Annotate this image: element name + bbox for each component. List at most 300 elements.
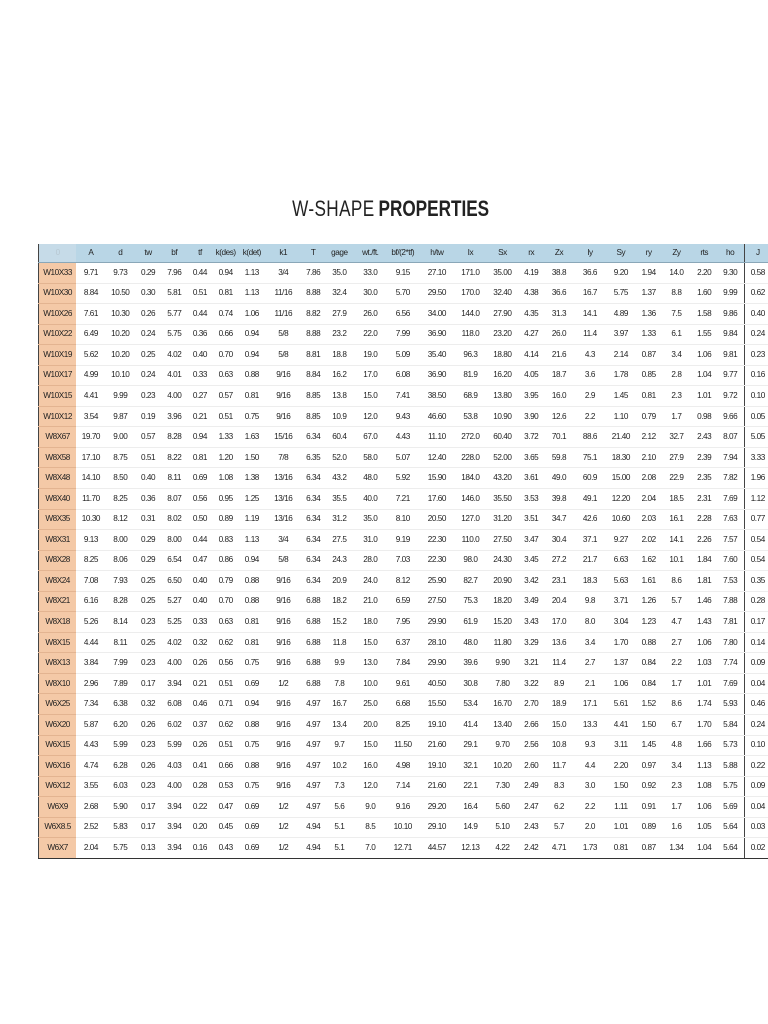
table-cell: 0.84 xyxy=(636,653,661,674)
table-cell: 1.25 xyxy=(239,489,265,510)
table-cell: 17.10 xyxy=(76,447,105,468)
table-cell: 8.11 xyxy=(106,632,135,653)
table-cell: 0.36 xyxy=(135,489,161,510)
table-cell: 11.70 xyxy=(76,489,105,510)
table-cell: 5.10 xyxy=(486,817,519,838)
table-cell: 6.88 xyxy=(302,612,325,633)
table-cell: 6.56 xyxy=(387,304,420,325)
table-cell: 0.22 xyxy=(187,797,212,818)
table-cell: 6.16 xyxy=(76,591,105,612)
table-cell: 0.19 xyxy=(135,406,161,427)
table-cell: 7.95 xyxy=(387,612,420,633)
table-cell: 18.9 xyxy=(544,694,574,715)
table-cell: 2.68 xyxy=(76,797,105,818)
table-cell: 6.59 xyxy=(387,591,420,612)
table-cell: 19.10 xyxy=(419,756,455,777)
table-cell: 1.58 xyxy=(692,304,717,325)
table-cell: 5.84 xyxy=(717,715,744,736)
shape-designation-cell: W6X9 xyxy=(39,797,77,818)
table-cell: 22.30 xyxy=(419,550,455,571)
table-cell: 17.1 xyxy=(574,694,605,715)
table-cell: 0.33 xyxy=(187,365,212,386)
table-cell: 38.8 xyxy=(544,263,574,284)
table-cell: 30.4 xyxy=(544,530,574,551)
table-cell: 13.4 xyxy=(325,715,354,736)
table-cell: 5.92 xyxy=(387,468,420,489)
table-cell: 9/16 xyxy=(265,591,302,612)
column-header: Sy xyxy=(606,244,636,263)
table-cell: 0.69 xyxy=(239,673,265,694)
table-cell: 0.25 xyxy=(135,571,161,592)
table-cell: 8.84 xyxy=(302,365,325,386)
column-header: ry xyxy=(636,244,661,263)
table-cell: 14.0 xyxy=(661,263,691,284)
table-cell: 1.55 xyxy=(692,324,717,345)
column-header: ho xyxy=(717,244,744,263)
table-cell: 0.03 xyxy=(744,817,768,838)
table-cell: 9.00 xyxy=(106,427,135,448)
table-cell: 1.34 xyxy=(661,838,691,859)
table-cell: 1.06 xyxy=(606,673,636,694)
table-cell: 15/16 xyxy=(265,427,302,448)
column-header: rts xyxy=(692,244,717,263)
table-cell: 9.72 xyxy=(717,386,744,407)
table-cell: 118.0 xyxy=(455,324,486,345)
table-cell: 11.4 xyxy=(544,653,574,674)
table-cell: 1.61 xyxy=(636,571,661,592)
table-cell: 5/8 xyxy=(265,550,302,571)
table-cell: 6.34 xyxy=(302,571,325,592)
table-cell: 8.3 xyxy=(544,776,574,797)
table-cell: 0.62 xyxy=(744,283,768,304)
table-cell: 2.1 xyxy=(574,673,605,694)
table-cell: 96.3 xyxy=(455,345,486,366)
table-cell: 0.81 xyxy=(606,838,636,859)
table-cell: 13.6 xyxy=(544,632,574,653)
table-cell: 27.90 xyxy=(486,304,519,325)
table-cell: 0.44 xyxy=(187,263,212,284)
table-cell: 1.12 xyxy=(744,489,768,510)
table-cell: 15.2 xyxy=(325,612,354,633)
table-cell: 2.03 xyxy=(636,509,661,530)
table-cell: 0.28 xyxy=(187,776,212,797)
table-cell: 9.13 xyxy=(76,530,105,551)
table-cell: 53.4 xyxy=(455,694,486,715)
table-cell: 0.35 xyxy=(744,571,768,592)
table-cell: 0.94 xyxy=(239,324,265,345)
table-cell: 0.31 xyxy=(135,509,161,530)
column-header: gage xyxy=(325,244,354,263)
table-cell: 70.1 xyxy=(544,427,574,448)
table-cell: 16.1 xyxy=(661,509,691,530)
shape-designation-cell: W8X15 xyxy=(39,632,77,653)
table-cell: 7.96 xyxy=(161,263,187,284)
table-row xyxy=(39,735,768,756)
table-cell: 35.5 xyxy=(325,489,354,510)
table-cell: 127.0 xyxy=(455,509,486,530)
table-cell: 0.50 xyxy=(187,509,212,530)
table-cell: 30.0 xyxy=(354,283,387,304)
shape-designation-cell: W6X12 xyxy=(39,776,77,797)
table-cell: 1.04 xyxy=(692,838,717,859)
table-cell: 9.73 xyxy=(106,263,135,284)
table-cell: 7.53 xyxy=(717,571,744,592)
table-cell: 2.56 xyxy=(519,735,544,756)
table-cell: 9/16 xyxy=(265,735,302,756)
table-cell: 37.1 xyxy=(574,530,605,551)
table-cell: 16.2 xyxy=(325,365,354,386)
table-cell: 2.08 xyxy=(636,468,661,489)
table-cell: 7.74 xyxy=(717,653,744,674)
table-cell: 11.8 xyxy=(325,632,354,653)
table-cell: 13.0 xyxy=(354,653,387,674)
table-cell: 35.40 xyxy=(419,345,455,366)
table-cell: 0.25 xyxy=(135,632,161,653)
table-cell: 4.00 xyxy=(161,776,187,797)
table-cell: 10.30 xyxy=(76,509,105,530)
table-cell: 1.19 xyxy=(239,509,265,530)
table-cell: 8.75 xyxy=(106,447,135,468)
table-cell: 2.04 xyxy=(636,489,661,510)
table-cell: 0.24 xyxy=(135,324,161,345)
table-cell: 28.10 xyxy=(419,632,455,653)
table-cell: 6.34 xyxy=(302,468,325,489)
table-cell: 5.73 xyxy=(717,735,744,756)
table-cell: 10.1 xyxy=(661,550,691,571)
table-cell: 9.70 xyxy=(486,735,519,756)
table-cell: 9.7 xyxy=(325,735,354,756)
table-cell: 16.20 xyxy=(486,365,519,386)
table-cell: 2.8 xyxy=(661,365,691,386)
table-cell: 7.84 xyxy=(387,653,420,674)
shape-designation-cell: W10X19 xyxy=(39,345,77,366)
table-cell: 1.37 xyxy=(606,653,636,674)
table-cell: 0.23 xyxy=(135,612,161,633)
table-cell: 9/16 xyxy=(265,694,302,715)
table-cell: 6.7 xyxy=(661,715,691,736)
table-cell: 4.97 xyxy=(302,776,325,797)
table-cell: 16.0 xyxy=(354,756,387,777)
table-cell: 20.50 xyxy=(419,509,455,530)
table-cell: 5.99 xyxy=(161,735,187,756)
table-row xyxy=(39,509,768,530)
table-cell: 5.87 xyxy=(76,715,105,736)
table-cell: 9/16 xyxy=(265,715,302,736)
page-title xyxy=(91,192,690,226)
table-cell: 5.75 xyxy=(161,324,187,345)
table-cell: 8.8 xyxy=(661,283,691,304)
table-cell: 8.82 xyxy=(302,304,325,325)
table-cell: 0.51 xyxy=(135,447,161,468)
table-cell: 18.80 xyxy=(486,345,519,366)
table-cell: 7.69 xyxy=(717,673,744,694)
table-cell: 24.3 xyxy=(325,550,354,571)
table-cell: 4.97 xyxy=(302,715,325,736)
table-cell: 6.35 xyxy=(302,447,325,468)
table-cell: 0.56 xyxy=(213,653,239,674)
table-cell: 49.1 xyxy=(574,489,605,510)
table-cell: 8.88 xyxy=(302,283,325,304)
table-cell: 0.02 xyxy=(744,838,768,859)
table-cell: 34.7 xyxy=(544,509,574,530)
shape-designation-cell: W8X10 xyxy=(39,673,77,694)
table-cell: 39.6 xyxy=(455,653,486,674)
table-cell: 0.53 xyxy=(213,776,239,797)
table-cell: 7.14 xyxy=(387,776,420,797)
table-cell: 1.01 xyxy=(692,386,717,407)
table-cell: 228.0 xyxy=(455,447,486,468)
table-cell: 7.03 xyxy=(387,550,420,571)
table-cell: 75.3 xyxy=(455,591,486,612)
table-cell: 98.0 xyxy=(455,550,486,571)
table-cell: 7.21 xyxy=(387,489,420,510)
table-cell: 6.34 xyxy=(302,489,325,510)
table-cell: 10.0 xyxy=(354,673,387,694)
table-cell: 0.26 xyxy=(187,735,212,756)
table-cell: 8.22 xyxy=(161,447,187,468)
table-cell: 2.02 xyxy=(636,530,661,551)
table-cell: 1.96 xyxy=(744,468,768,489)
table-row xyxy=(39,550,768,571)
table-cell: 32.7 xyxy=(661,427,691,448)
shape-designation-cell: W8X58 xyxy=(39,447,77,468)
table-cell: 8.06 xyxy=(106,550,135,571)
table-cell: 0.62 xyxy=(213,715,239,736)
shape-designation-cell: W8X31 xyxy=(39,530,77,551)
table-cell: 0.81 xyxy=(239,612,265,633)
table-cell: 3.4 xyxy=(574,632,605,653)
table-cell: 6.34 xyxy=(302,509,325,530)
table-cell: 0.28 xyxy=(744,591,768,612)
table-cell: 36.6 xyxy=(574,263,605,284)
column-header: T xyxy=(302,244,325,263)
table-cell: 1.13 xyxy=(692,756,717,777)
column-header: tw xyxy=(135,244,161,263)
table-cell: 4.94 xyxy=(302,817,325,838)
table-cell: 3.43 xyxy=(519,612,544,633)
table-cell: 13/16 xyxy=(265,509,302,530)
table-cell: 1.01 xyxy=(606,817,636,838)
table-cell: 0.88 xyxy=(239,571,265,592)
table-row xyxy=(39,427,768,448)
shape-designation-cell: W8X18 xyxy=(39,612,77,633)
table-cell: 0.95 xyxy=(213,489,239,510)
column-header: Sx xyxy=(486,244,519,263)
table-cell: 28.0 xyxy=(354,550,387,571)
shape-designation-cell: W6X15 xyxy=(39,735,77,756)
table-cell: 0.37 xyxy=(187,715,212,736)
table-cell: 2.9 xyxy=(574,386,605,407)
table-cell: 27.10 xyxy=(419,263,455,284)
table-cell: 7.60 xyxy=(717,550,744,571)
table-cell: 0.57 xyxy=(135,427,161,448)
table-cell: 0.79 xyxy=(213,571,239,592)
table-cell: 27.50 xyxy=(486,530,519,551)
table-cell: 0.83 xyxy=(213,530,239,551)
table-cell: 7.8 xyxy=(325,673,354,694)
table-cell: 3.21 xyxy=(519,653,544,674)
table-row xyxy=(39,756,768,777)
table-cell: 5.70 xyxy=(387,283,420,304)
table-cell: 1.46 xyxy=(692,591,717,612)
table-cell: 171.0 xyxy=(455,263,486,284)
shape-designation-cell: W6X20 xyxy=(39,715,77,736)
table-cell: 0.88 xyxy=(239,365,265,386)
table-cell: 1.84 xyxy=(692,550,717,571)
shape-designation-cell: W6X8.5 xyxy=(39,817,77,838)
table-cell: 43.20 xyxy=(486,468,519,489)
table-row xyxy=(39,530,768,551)
table-cell: 46.60 xyxy=(419,406,455,427)
table-row xyxy=(39,694,768,715)
table-cell: 3.49 xyxy=(519,591,544,612)
shape-designation-cell: W10X26 xyxy=(39,304,77,325)
table-cell: 2.60 xyxy=(519,756,544,777)
table-cell: 0.16 xyxy=(744,365,768,386)
table-cell: 58.0 xyxy=(354,447,387,468)
table-cell: 1.08 xyxy=(213,468,239,489)
table-cell: 39.8 xyxy=(544,489,574,510)
table-cell: 0.54 xyxy=(744,550,768,571)
table-row xyxy=(39,345,768,366)
table-row xyxy=(39,797,768,818)
table-cell: 1.26 xyxy=(636,591,661,612)
table-cell: 6.2 xyxy=(544,797,574,818)
table-cell: 9/16 xyxy=(265,756,302,777)
column-header: J xyxy=(744,244,768,263)
table-cell: 21.7 xyxy=(574,550,605,571)
table-cell: 3.72 xyxy=(519,427,544,448)
shape-designation-cell: W8X40 xyxy=(39,489,77,510)
table-cell: 11/16 xyxy=(265,304,302,325)
table-cell: 9.61 xyxy=(387,673,420,694)
table-cell: 3.54 xyxy=(76,406,105,427)
shape-designation-cell: W8X48 xyxy=(39,468,77,489)
table-cell: 7.82 xyxy=(717,468,744,489)
table-cell: 7.81 xyxy=(717,612,744,633)
table-cell: 48.0 xyxy=(354,468,387,489)
table-cell: 9.77 xyxy=(717,365,744,386)
column-header: rx xyxy=(519,244,544,263)
table-cell: 9/16 xyxy=(265,365,302,386)
table-cell: 5.26 xyxy=(76,612,105,633)
table-cell: 9.43 xyxy=(387,406,420,427)
table-cell: 20.0 xyxy=(354,715,387,736)
shape-designation-cell: W10X17 xyxy=(39,365,77,386)
column-header: k(det) xyxy=(239,244,265,263)
table-cell: 0.86 xyxy=(213,550,239,571)
table-cell: 8.81 xyxy=(302,345,325,366)
table-cell: 0.23 xyxy=(744,345,768,366)
table-cell: 5.6 xyxy=(325,797,354,818)
table-cell: 33.0 xyxy=(354,263,387,284)
table-cell: 9.66 xyxy=(717,406,744,427)
table-cell: 12.13 xyxy=(455,838,486,859)
table-cell: 5.09 xyxy=(387,345,420,366)
table-cell: 19.0 xyxy=(354,345,387,366)
table-cell: 10.20 xyxy=(106,345,135,366)
table-cell: 5.99 xyxy=(106,735,135,756)
table-cell: 6.88 xyxy=(302,673,325,694)
table-cell: 11/16 xyxy=(265,283,302,304)
table-cell: 0.51 xyxy=(213,406,239,427)
table-cell: 3.94 xyxy=(161,817,187,838)
table-cell: 5.75 xyxy=(717,776,744,797)
table-row xyxy=(39,447,768,468)
table-cell: 7.69 xyxy=(717,489,744,510)
table-cell: 5.81 xyxy=(161,283,187,304)
table-cell: 14.1 xyxy=(661,530,691,551)
table-cell: 7.93 xyxy=(106,571,135,592)
table-cell: 3.0 xyxy=(574,776,605,797)
table-cell: 1.06 xyxy=(239,304,265,325)
column-header: Iy xyxy=(574,244,605,263)
table-cell: 8.6 xyxy=(661,571,691,592)
table-row xyxy=(39,591,768,612)
table-cell: 5.05 xyxy=(744,427,768,448)
table-cell: 1.45 xyxy=(606,386,636,407)
table-cell: 35.50 xyxy=(486,489,519,510)
table-cell: 3.51 xyxy=(519,509,544,530)
table-cell: 0.70 xyxy=(213,591,239,612)
table-cell: 3.4 xyxy=(661,345,691,366)
table-cell: 5.64 xyxy=(717,817,744,838)
table-cell: 43.2 xyxy=(325,468,354,489)
table-cell: 0.87 xyxy=(636,838,661,859)
table-cell: 5/8 xyxy=(265,345,302,366)
table-cell: 3.95 xyxy=(519,386,544,407)
table-cell: 7.99 xyxy=(106,653,135,674)
table-cell: 0.54 xyxy=(744,530,768,551)
table-cell: 1.7 xyxy=(661,673,691,694)
table-cell: 0.36 xyxy=(187,324,212,345)
table-cell: 34.00 xyxy=(419,304,455,325)
table-cell: 3.11 xyxy=(606,735,636,756)
table-cell: 0.10 xyxy=(744,386,768,407)
table-cell: 0.84 xyxy=(636,673,661,694)
table-cell: 0.23 xyxy=(135,735,161,756)
table-cell: 0.26 xyxy=(135,304,161,325)
table-cell: 1.38 xyxy=(239,468,265,489)
table-cell: 0.47 xyxy=(187,550,212,571)
table-cell: 1.11 xyxy=(606,797,636,818)
table-row xyxy=(39,324,768,345)
table-cell: 27.9 xyxy=(661,447,691,468)
table-cell: 17.60 xyxy=(419,489,455,510)
table-cell: 21.60 xyxy=(419,776,455,797)
table-cell: 0.74 xyxy=(213,304,239,325)
column-header: k1 xyxy=(265,244,302,263)
table-cell: 9.0 xyxy=(354,797,387,818)
table-cell: 0.44 xyxy=(187,304,212,325)
table-cell: 2.20 xyxy=(606,756,636,777)
table-cell: 5/8 xyxy=(265,324,302,345)
table-cell: 0.63 xyxy=(213,612,239,633)
table-cell: 0.56 xyxy=(187,489,212,510)
table-cell: 272.0 xyxy=(455,427,486,448)
table-cell: 3.6 xyxy=(574,365,605,386)
shape-designation-cell: W6X25 xyxy=(39,694,77,715)
table-cell: 8.84 xyxy=(76,283,105,304)
table-cell: 4.19 xyxy=(519,263,544,284)
table-cell: 2.7 xyxy=(574,653,605,674)
table-cell: 27.9 xyxy=(325,304,354,325)
table-cell: 0.71 xyxy=(213,694,239,715)
table-cell: 16.0 xyxy=(544,386,574,407)
table-cell: 0.40 xyxy=(135,468,161,489)
table-cell: 8.07 xyxy=(161,489,187,510)
table-cell: 0.81 xyxy=(187,447,212,468)
